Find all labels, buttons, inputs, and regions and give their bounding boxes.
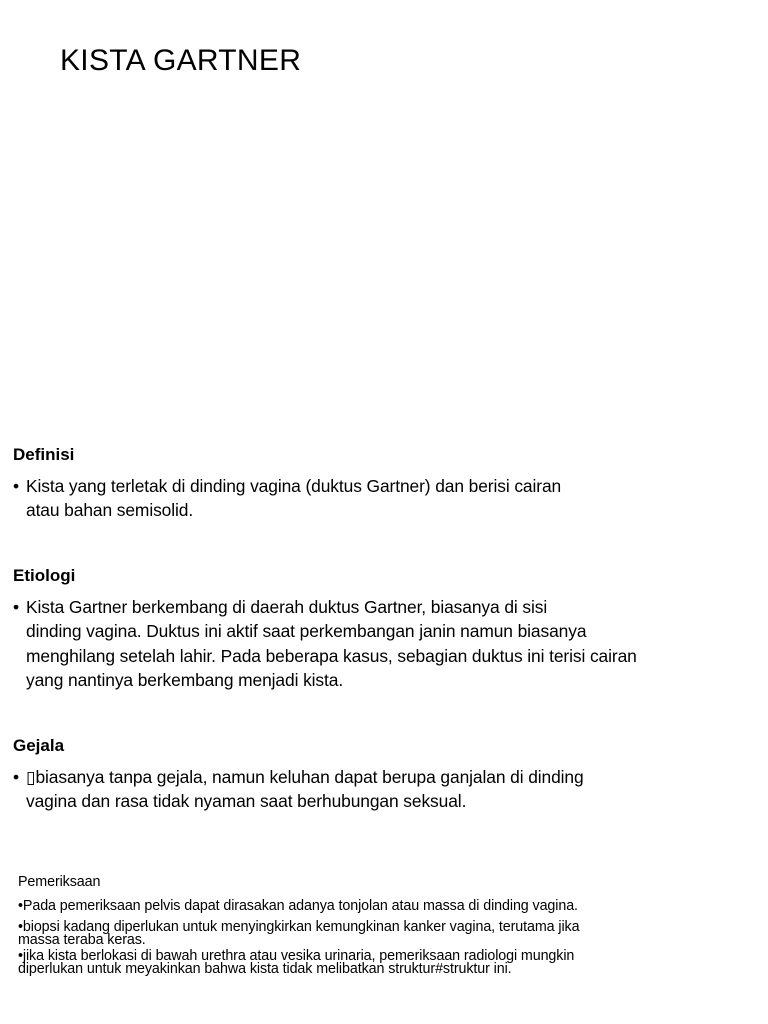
bullet-dot: • bbox=[13, 476, 19, 496]
section-definisi bbox=[13, 444, 753, 523]
pemeriksaan-item: •Pada pemeriksaan pelvis dapat dirasakan adanya tonjolan atau massa di dinding vagina. bbox=[18, 898, 578, 914]
bullet-text: Kista Gartner berkembang di daerah duktus Gartner, biasanya di sisi dinding vagina. Duktus ini aktif saat perkembangan janin namun biasanya menghilang setelah lahir. Pada beberapa kasus, sebagian duktus ini terisi cairan yang nantinya berkembang menjadi kista. bbox=[26, 597, 637, 691]
section-gejala bbox=[13, 735, 753, 814]
bullet-item bbox=[13, 595, 753, 693]
pemeriksaan-item: •biopsi kadang diperlukan untuk menyingkirkan kemungkinan kanker vagina, terutama jika massa teraba keras. bbox=[18, 919, 580, 948]
bullet-item bbox=[13, 765, 753, 814]
section-pemeriksaan bbox=[18, 874, 738, 979]
section-heading: Gejala bbox=[13, 736, 65, 755]
section-heading: Etiologi bbox=[13, 566, 76, 585]
section-heading: Definisi bbox=[13, 445, 75, 464]
bullet-dot: • bbox=[13, 597, 19, 617]
bullet-text: Kista yang terletak di dinding vagina (duktus Gartner) dan berisi cairan atau bahan semisolid. bbox=[26, 476, 562, 521]
page-title: KISTA GARTNER bbox=[60, 44, 302, 77]
pemeriksaan-item: •jika kista berlokasi di bawah urethra atau vesika urinaria, pemeriksaan radiologi mungkin diperlukan untuk meyakinkan bahwa kista tidak melibatkan struktur#struktur ini. bbox=[18, 948, 575, 977]
bullet-text: ▯biasanya tanpa gejala, namun keluhan dapat berupa ganjalan di dinding vagina dan rasa tidak nyaman saat berhubungan seksual. bbox=[26, 767, 584, 812]
pemeriksaan-heading: Pemeriksaan bbox=[18, 874, 101, 890]
bullet-dot: • bbox=[13, 767, 19, 787]
bullet-item bbox=[13, 474, 753, 523]
section-etiologi bbox=[13, 565, 753, 693]
